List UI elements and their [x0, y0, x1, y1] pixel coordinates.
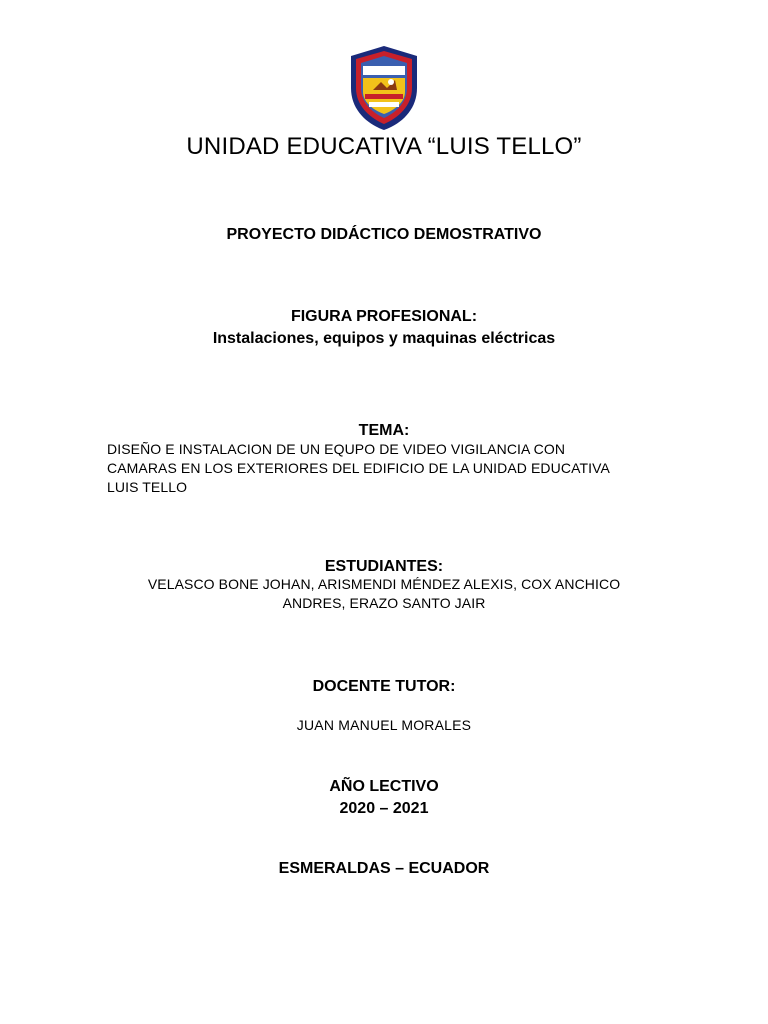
- topic-line: CAMARAS EN LOS EXTERIORES DEL EDIFICIO DE LA UNIDAD EDUCATIVA: [107, 460, 610, 476]
- students-list: [104, 575, 664, 613]
- students-line: ANDRES, ERAZO SANTO JAIR: [282, 595, 486, 611]
- tutor-label: DOCENTE TUTOR:: [312, 678, 456, 695]
- project-type-heading: PROYECTO DIDÁCTICO DEMOSTRATIVO: [226, 226, 542, 243]
- school-crest-logo: [347, 44, 421, 132]
- school-year-value: 2020 – 2021: [339, 800, 429, 817]
- profile-value: Instalaciones, equipos y maquinas eléctricas: [212, 330, 556, 347]
- school-year-label: AÑO LECTIVO: [329, 778, 439, 795]
- students-label: ESTUDIANTES:: [324, 558, 444, 575]
- topic-line: DISEÑO E INSTALACION DE UN EQUPO DE VIDEO VIGILANCIA CON: [107, 441, 566, 457]
- profile-label: FIGURA PROFESIONAL:: [290, 308, 478, 325]
- topic-line: LUIS TELLO: [107, 479, 188, 495]
- topic-text: [107, 440, 667, 497]
- tutor-name: JUAN MANUEL MORALES: [296, 717, 472, 733]
- school-name-title: UNIDAD EDUCATIVA “LUIS TELLO”: [186, 133, 582, 160]
- location-text: ESMERALDAS – ECUADOR: [278, 860, 490, 877]
- students-line: VELASCO BONE JOHAN, ARISMENDI MÉNDEZ ALEXIS, COX ANCHICO: [147, 576, 621, 592]
- topic-label: TEMA:: [358, 422, 410, 439]
